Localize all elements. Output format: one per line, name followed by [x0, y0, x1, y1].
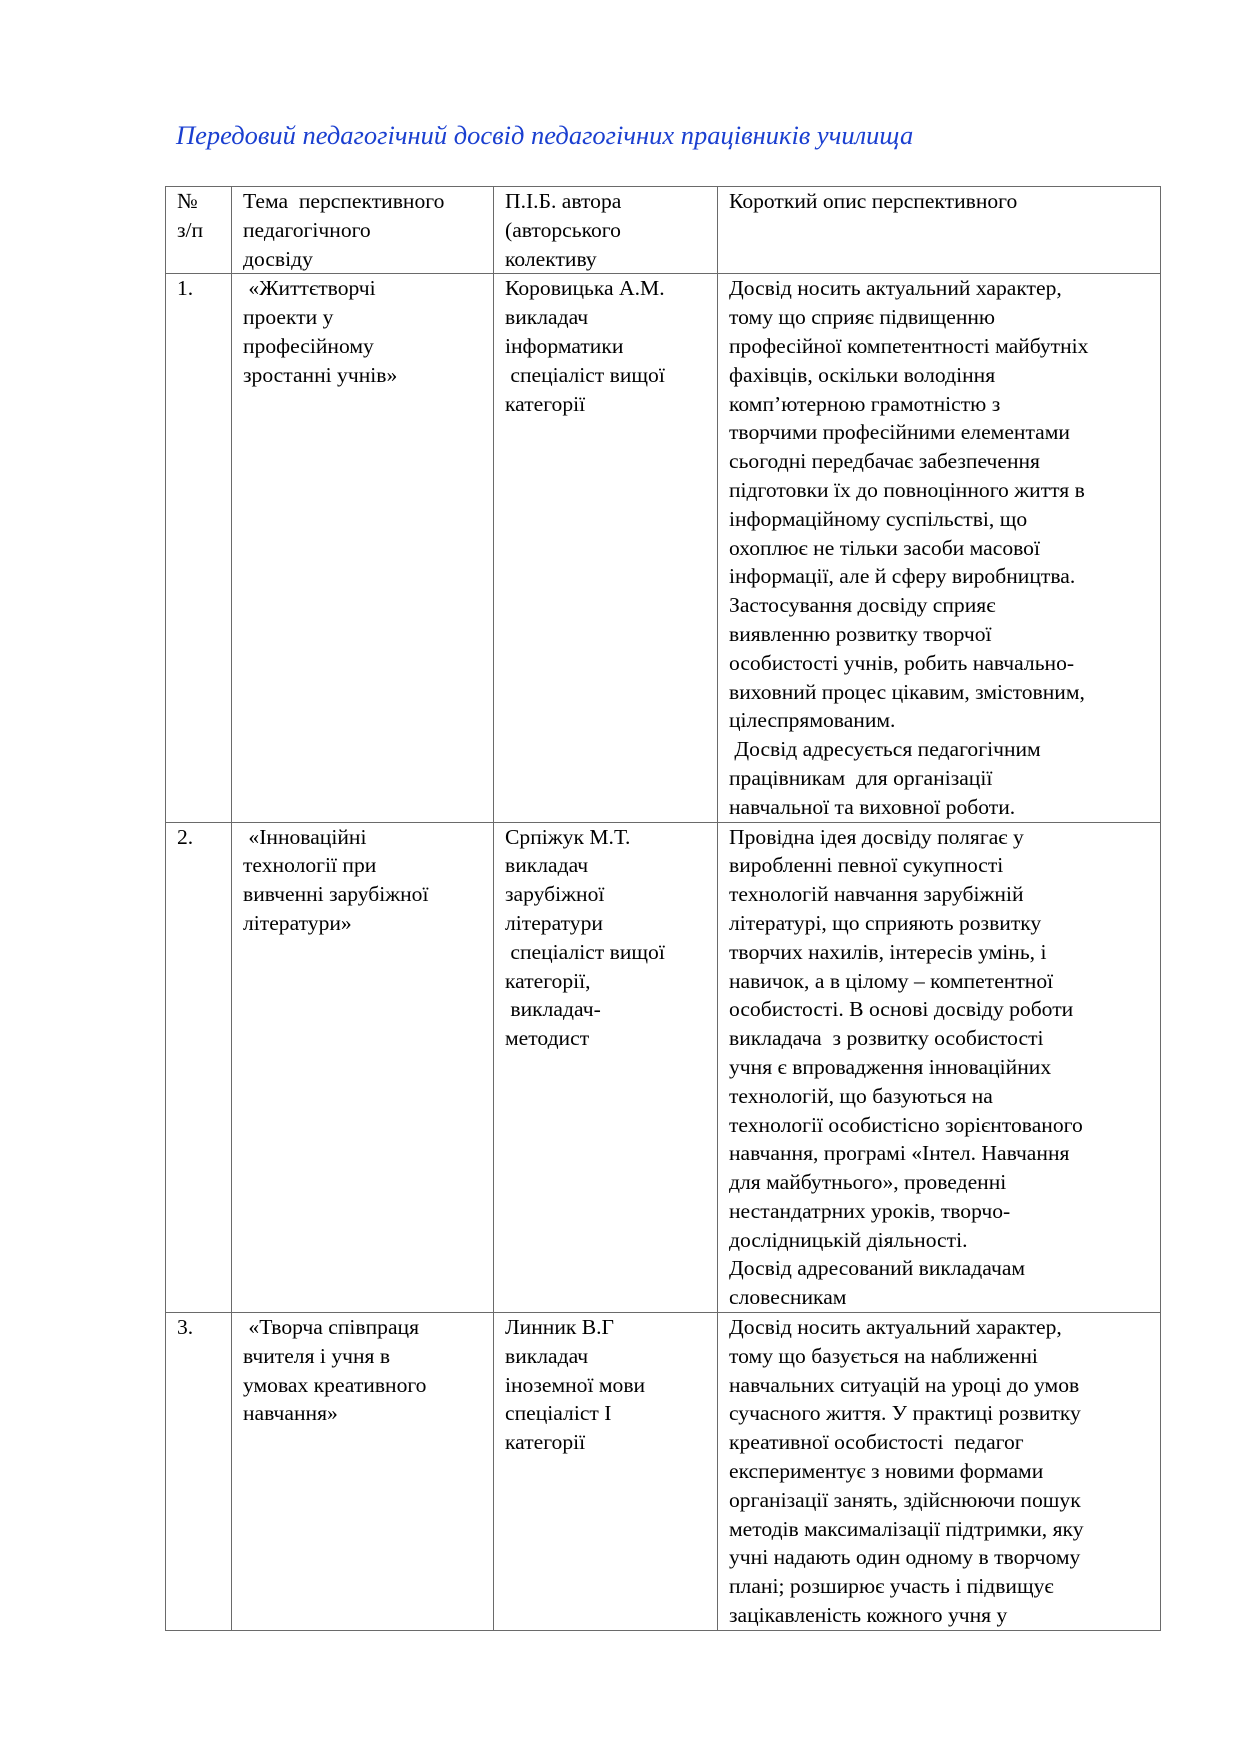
description-line: професійної компетентності майбутніх: [729, 333, 1089, 358]
author-line: іноземної мови: [505, 1372, 646, 1397]
description-line: Досвід носить актуальний характер,: [729, 1315, 1062, 1340]
description-line: виробленні певної сукупності: [729, 853, 1004, 878]
description-line: навчання, програмі «Інтел. Навчання: [729, 1141, 1070, 1166]
row-description-cell: [718, 1313, 1161, 1631]
author-line: літератури: [505, 910, 603, 935]
topic-line: професійному: [243, 333, 374, 358]
author-line: категорії: [505, 1430, 586, 1455]
header-topic-line: досвіду: [243, 246, 313, 271]
description-line: зацікавленість кожного учня у: [729, 1603, 1008, 1628]
author-line: зарубіжної: [505, 882, 605, 907]
author-line: викладач: [505, 1343, 589, 1368]
description-line: сучасного життя. У практиці розвитку: [729, 1401, 1081, 1426]
description-line: нестандатрних уроків, творчо-: [729, 1198, 1011, 1223]
header-number-line: з/п: [177, 217, 204, 242]
description-line: словесникам: [729, 1285, 847, 1310]
author-line: спеціаліст вищої: [505, 362, 665, 387]
topic-line: проекти у: [243, 305, 334, 330]
description-line: учня є впровадження інноваційних: [729, 1054, 1052, 1079]
description-line: Досвід адресований викладачам: [729, 1256, 1026, 1281]
row-author-cell: [494, 1313, 718, 1631]
description-line: особистості. В основі досвіду роботи: [729, 997, 1074, 1022]
table-row-2: [166, 822, 1161, 1313]
row-number-cell: [166, 822, 232, 1313]
topic-line: навчання»: [243, 1401, 338, 1426]
author-line: Линник В.Г: [505, 1315, 615, 1340]
description-line: цілеспрямованим.: [729, 708, 896, 733]
topic-line: «Життєтворчі: [243, 276, 376, 301]
document-title: Передовий педагогічний досвід педагогічних працівників училища: [176, 120, 914, 150]
description-line: Досвід адресується педагогічним: [729, 737, 1041, 762]
header-author-line: колективу: [505, 246, 597, 271]
author-line: викладач-: [505, 997, 601, 1022]
description-line: Досвід носить актуальний характер,: [729, 276, 1062, 301]
description-line: методів максималізації підтримки, яку: [729, 1516, 1084, 1541]
description-line: інформаційному суспільстві, що: [729, 506, 1028, 531]
header-number-line: №: [177, 189, 198, 213]
author-line: Коровицька А.М.: [505, 276, 665, 301]
row-description-cell: [718, 274, 1161, 822]
header-author-cell: [494, 187, 718, 274]
description-line: навчальних ситуацій на уроці до умов: [729, 1372, 1080, 1397]
row-author-cell: [494, 274, 718, 822]
topic-line: літератури»: [243, 910, 352, 935]
description-line: плані; розширює участь і підвищує: [729, 1574, 1054, 1599]
description-line: організації занять, здійснюючи пошук: [729, 1487, 1081, 1512]
author-line: викладач: [505, 305, 589, 330]
author-line: інформатики: [505, 333, 624, 358]
description-line: творчими професійними елементами: [729, 420, 1070, 445]
row-number: 2.: [177, 824, 194, 849]
description-line: особистості учнів, робить навчально-: [729, 650, 1075, 675]
description-line: тому що сприяє підвищенню: [729, 305, 996, 330]
header-description-line: Короткий опис перспективного: [729, 189, 1018, 213]
topic-line: зростанні учнів»: [243, 362, 398, 387]
description-line: викладача з розвитку особистості: [729, 1026, 1044, 1051]
topic-line: вивченні зарубіжної: [243, 882, 429, 907]
description-line: Провідна ідея досвіду полягає у: [729, 824, 1024, 849]
row-topic-cell: [232, 1313, 494, 1631]
experience-table: [165, 186, 1161, 1631]
description-line: творчих нахилів, інтересів умінь, і: [729, 939, 1047, 964]
row-number: 3.: [177, 1315, 194, 1340]
header-author-line: (авторського: [505, 217, 621, 242]
header-author-line: П.І.Б. автора: [505, 189, 622, 213]
description-line: виховний процес цікавим, змістовним,: [729, 679, 1085, 704]
header-description-cell: [718, 187, 1161, 274]
table-row-1: [166, 274, 1161, 822]
description-line: сьогодні передбачає забезпечення: [729, 449, 1040, 474]
description-line: Застосування досвіду сприяє: [729, 593, 996, 618]
table-row-3: [166, 1313, 1161, 1631]
header-topic-cell: [232, 187, 494, 274]
description-line: комп’ютерною грамотністю з: [729, 391, 1001, 416]
description-line: експериментує з новими формами: [729, 1459, 1044, 1484]
description-line: працівникам для організації: [729, 765, 993, 790]
topic-line: технології при: [243, 853, 377, 878]
topic-line: вчителя і учня в: [243, 1343, 391, 1368]
description-line: тому що базується на наближенні: [729, 1343, 1038, 1368]
header-topic-line: Тема перспективного: [243, 189, 445, 213]
description-line: учні надають один одному в творчому: [729, 1545, 1081, 1570]
author-line: спеціаліст вищої: [505, 939, 665, 964]
author-line: категорії: [505, 391, 586, 416]
row-topic-cell: [232, 822, 494, 1313]
row-topic-cell: [232, 274, 494, 822]
description-line: навичок, а в цілому – компетентної: [729, 968, 1054, 993]
description-line: дослідницькій діяльності.: [729, 1227, 968, 1252]
author-line: викладач: [505, 853, 589, 878]
description-line: технологій навчання зарубіжній: [729, 882, 1024, 907]
author-line: методист: [505, 1026, 590, 1051]
row-author-cell: [494, 822, 718, 1313]
topic-line: умовах креативного: [243, 1372, 427, 1397]
topic-line: «Інноваційні: [243, 824, 367, 849]
row-number-cell: [166, 274, 232, 822]
description-line: для майбутнього», проведенні: [729, 1170, 1007, 1195]
description-line: технологій, що базуються на: [729, 1083, 993, 1108]
description-line: виявленню розвитку творчої: [729, 621, 992, 646]
description-line: інформації, але й сферу виробництва.: [729, 564, 1076, 589]
row-number: 1.: [177, 276, 194, 301]
topic-line: «Творча співпраця: [243, 1315, 420, 1340]
author-line: спеціаліст І: [505, 1401, 612, 1426]
description-line: технології особистісно зорієнтованого: [729, 1112, 1083, 1137]
header-topic-line: педагогічного: [243, 217, 371, 242]
description-line: літературі, що сприяють розвитку: [729, 910, 1042, 935]
table-header-row: [166, 187, 1161, 274]
header-number-cell: [166, 187, 232, 274]
author-line: Српіжук М.Т.: [505, 824, 631, 849]
description-line: фахівців, оскільки володіння: [729, 362, 996, 387]
description-line: навчальної та виховної роботи.: [729, 794, 1016, 819]
description-line: креативної особистості педагог: [729, 1430, 1024, 1455]
row-description-cell: [718, 822, 1161, 1313]
row-number-cell: [166, 1313, 232, 1631]
description-line: підготовки їх до повноцінного життя в: [729, 477, 1085, 502]
description-line: охоплює не тільки засоби масової: [729, 535, 1040, 560]
author-line: категорії,: [505, 968, 591, 993]
